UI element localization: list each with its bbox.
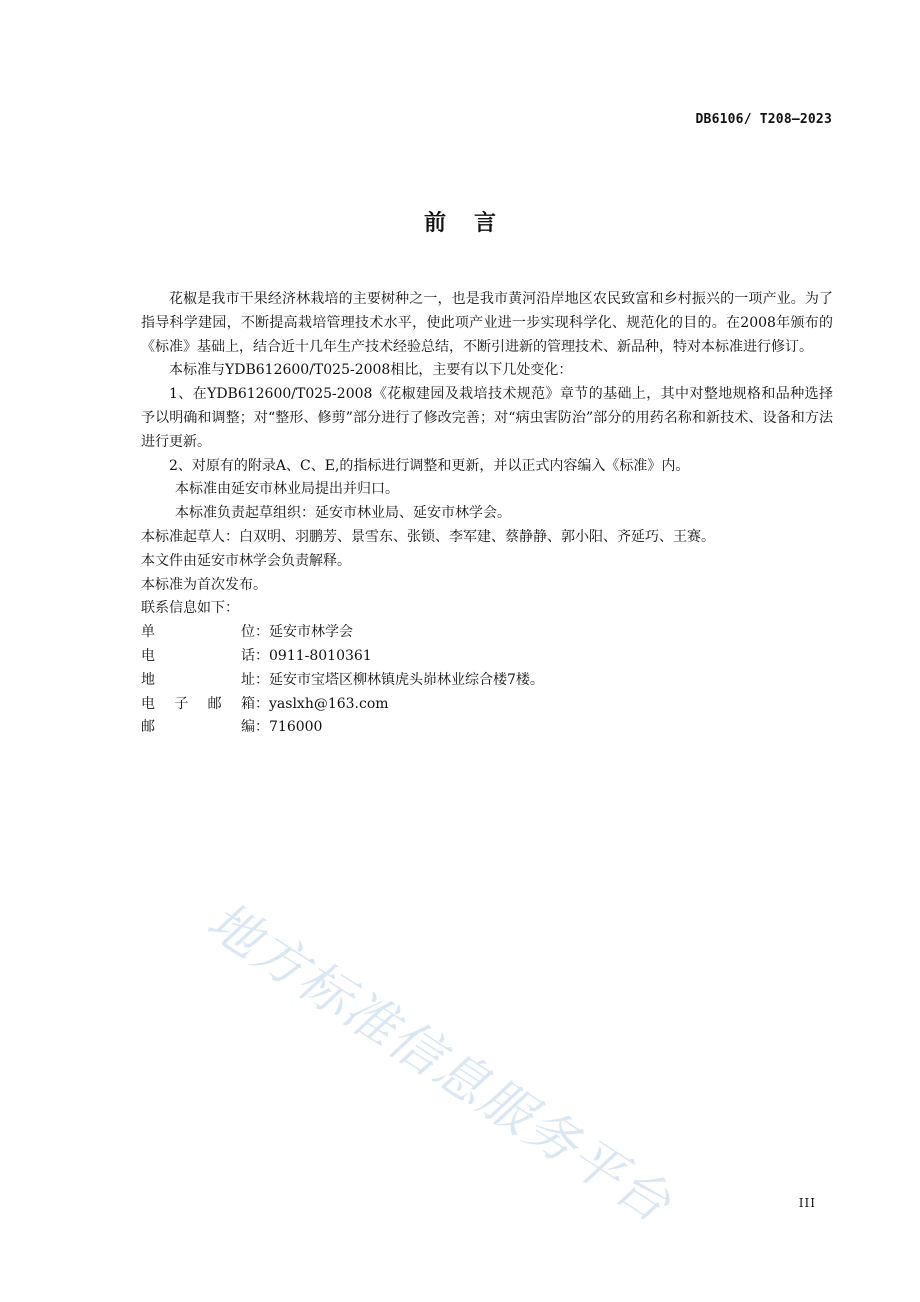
contact-postcode-label: 邮 编 (141, 719, 255, 736)
contact-address-label: 地 址 (141, 671, 255, 688)
paragraph-proposer: 本标准由延安市林业局提出并归口。 (175, 481, 399, 498)
contact-email-value: ：yaslxh@163.com (255, 695, 389, 712)
paragraph-drafting-org: 本标准负责起草组织：延安市林业局、延安市林学会。 (175, 505, 511, 522)
contact-email (141, 693, 833, 717)
paragraph-interpretation: 本文件由延安市林学会负责解释。 (141, 552, 351, 569)
contact-address (141, 669, 833, 693)
page-number: III (798, 1196, 816, 1210)
contact-phone-label: 电 话 (141, 647, 255, 664)
preface-body (141, 288, 833, 740)
paragraph-change-1: 1、在YDB612600/T025-2008《花椒建园及栽培技术规范》章节的基础上，其中对整地规格和品种选择予以明确和调整；对“整形、修剪”部分进行了修改完善；对“病虫害防治”部分的用药名称和新技术、设备和方法进行更新。 (141, 386, 833, 450)
contact-postcode (141, 716, 833, 740)
watermark: 地方标准信息服务平台 (196, 890, 682, 1236)
paragraph-changes-intro: 本标准与YDB612600/T025-2008相比，主要有以下几处变化： (169, 362, 573, 379)
document-code: DB6106/ T208—2023 (695, 112, 832, 127)
contact-unit-value: ：延安市林学会 (255, 624, 353, 641)
contact-phone (141, 645, 833, 669)
contact-unit-label: 单 位 (141, 624, 255, 641)
contact-address-value: ：延安市宝塔区柳林镇虎头峁林业综合楼7楼。 (255, 671, 544, 688)
paragraph-contact-intro: 联系信息如下： (141, 600, 239, 617)
contact-phone-value: ：0911-8010361 (255, 647, 372, 664)
contact-postcode-value: ：716000 (255, 719, 323, 736)
contact-unit (141, 621, 833, 645)
paragraph-intro: 花椒是我市干果经济林栽培的主要树种之一，也是我市黄河沿岸地区农民致富和乡村振兴的一项产业。为了指导科学建园，不断提高栽培管理技术水平，使此项产业进一步实现科学化、规范化的目的。在2008年颁布的《标准》基础上，结合近十几年生产技术经验总结，不断引进新的管理技术、新品种，特对本标准进行修订。 (141, 291, 833, 355)
page-title: 前言 (423, 211, 524, 236)
paragraph-change-2: 2、对原有的附录A、C、E,的指标进行调整和更新，并以正式内容编入《标准》内。 (169, 457, 690, 474)
contact-email-label: 电 子 邮 箱 (141, 695, 255, 712)
paragraph-drafters: 本标准起草人：白双明、羽鹏芳、景雪东、张锁、李军建、蔡静静、郭小阳、齐延巧、王赛。 (141, 528, 715, 545)
paragraph-first-release: 本标准为首次发布。 (141, 576, 267, 593)
